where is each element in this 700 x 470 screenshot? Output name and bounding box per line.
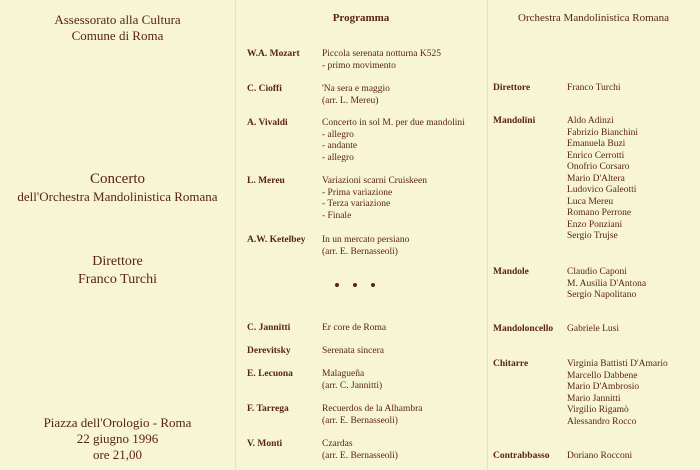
work-line: Er core de Roma: [322, 323, 387, 333]
dot: [353, 283, 357, 287]
member-name: Emanuela Buzi: [567, 139, 626, 149]
member-name: Gabriele Lusi: [567, 324, 619, 334]
work-line: In un mercato persiano: [322, 235, 410, 245]
dot: [371, 283, 375, 287]
concert-heading: [0, 170, 235, 206]
section-label: Mandole: [493, 267, 529, 277]
member-name: Virgilio Rigamò: [567, 405, 629, 415]
director-label: Direttore: [92, 254, 143, 269]
work-line: (arr. C. Jannitti): [322, 380, 383, 391]
venue-time: ore 21,00: [92, 447, 143, 462]
composer: C. Cioffi: [247, 84, 282, 94]
work-line: - Terza variazione: [322, 199, 391, 209]
work-line: Variazioni scarni Cruiskeen: [322, 176, 427, 186]
venue-date: 22 giugno 1996: [76, 431, 159, 446]
work-line: Concerto in sol M. per due mandolini: [322, 118, 465, 128]
concert-title: Concerto: [90, 171, 145, 187]
work: [322, 118, 487, 164]
member-name: Aldo Adinzi: [567, 116, 614, 126]
section-names: [567, 267, 700, 302]
member-name: Fabrizio Bianchini: [567, 127, 638, 138]
work-line: Piccola serenata notturna K525: [322, 49, 441, 59]
composer: A.W. Ketelbey: [247, 235, 306, 245]
orchestra-panel: [487, 0, 700, 470]
member-name: M. Ausilia D'Antona: [567, 278, 647, 289]
member-name: Enrico Cerrotti: [567, 150, 625, 161]
work: [322, 176, 487, 222]
work-line: Serenata sincera: [322, 346, 384, 356]
section-names: [567, 83, 700, 95]
work: [322, 439, 487, 462]
interval-dots: [335, 283, 375, 287]
dot: [335, 283, 339, 287]
work-line: - andante: [322, 141, 358, 151]
work-line: (arr. E. Bernasseoli): [322, 246, 398, 257]
member-name: Sergio Trujse: [567, 231, 618, 241]
work: [322, 49, 487, 72]
work: [322, 323, 487, 335]
work-line: (arr. E. Bernasseoli): [322, 415, 398, 426]
section-label: Contrabbasso: [493, 451, 550, 461]
work: [322, 346, 487, 358]
section-label: Mandolini: [493, 116, 536, 126]
organizer-line-1: Assessorato alla Cultura: [54, 12, 181, 27]
member-name: Onofrio Corsaro: [567, 162, 630, 172]
member-name: Mario D'Ambrosio: [567, 382, 640, 392]
venue-place: Piazza dell'Orologio - Roma: [43, 415, 192, 430]
section-label: Mandoloncello: [493, 324, 554, 334]
cover-panel: [0, 0, 235, 470]
work-line: - primo movimento: [322, 60, 396, 71]
work-line: (arr. E. Bernasseoli): [322, 450, 398, 461]
programme-panel: [235, 0, 487, 470]
member-name: Alessandro Rocco: [567, 416, 637, 427]
work: [322, 84, 487, 107]
section-label: Direttore: [493, 83, 531, 93]
member-name: Claudio Caponi: [567, 267, 627, 277]
work-line: Czardas: [322, 439, 353, 449]
section-names: [567, 116, 700, 243]
work: [322, 369, 487, 392]
section-label: Chitarre: [493, 359, 529, 369]
member-name: Mario Jannitti: [567, 393, 621, 404]
member-name: Luca Mereu: [567, 196, 614, 207]
member-name: Virginia Battisti D'Amario: [567, 359, 668, 369]
work-line: - allegro: [322, 152, 354, 163]
composer: C. Jannitti: [247, 323, 291, 333]
concert-subtitle: dell'Orchestra Mandolinistica Romana: [17, 189, 218, 204]
section-names: [567, 324, 700, 336]
section-names: [567, 359, 700, 428]
composer: L. Mereu: [247, 176, 285, 186]
director-block: [0, 253, 235, 289]
work-line: - allegro: [322, 129, 354, 140]
work: [322, 235, 487, 258]
member-name: Sergio Napolitano: [567, 290, 637, 300]
composer: E. Lecuona: [247, 369, 293, 379]
member-name: Ludovico Galeotti: [567, 185, 637, 195]
director-name: Franco Turchi: [78, 272, 157, 287]
composer: W.A. Mozart: [247, 49, 300, 59]
section-names: [567, 451, 700, 463]
work-line: Recuerdos de la Alhambra: [322, 404, 423, 414]
organizer: [0, 12, 235, 44]
work-line: - Finale: [322, 210, 352, 221]
member-name: Enzo Ponziani: [567, 219, 623, 230]
organizer-line-2: Comune di Roma: [71, 28, 164, 43]
member-name: Doriano Rocconi: [567, 451, 633, 461]
composer: V. Monti: [247, 439, 283, 449]
work: [322, 404, 487, 427]
venue-block: [0, 415, 235, 463]
member-name: Franco Turchi: [567, 83, 621, 93]
work-line: (arr. L. Mereu): [322, 95, 379, 106]
composer: A. Vivaldi: [247, 118, 288, 128]
member-name: Mario D'Altera: [567, 173, 625, 184]
work-line: 'Na sera e maggio: [322, 84, 390, 94]
composer: Derevitsky: [247, 346, 291, 356]
programme-title: Programma: [332, 12, 390, 24]
composer: F. Tarrega: [247, 404, 289, 414]
member-name: Romano Perrone: [567, 208, 632, 218]
work-line: - Prima variazione: [322, 187, 393, 198]
member-name: Marcello Dabbene: [567, 370, 638, 381]
orchestra-title: Orchestra Mandolinistica Romana: [518, 12, 669, 24]
work-line: Malagueña: [322, 369, 365, 379]
